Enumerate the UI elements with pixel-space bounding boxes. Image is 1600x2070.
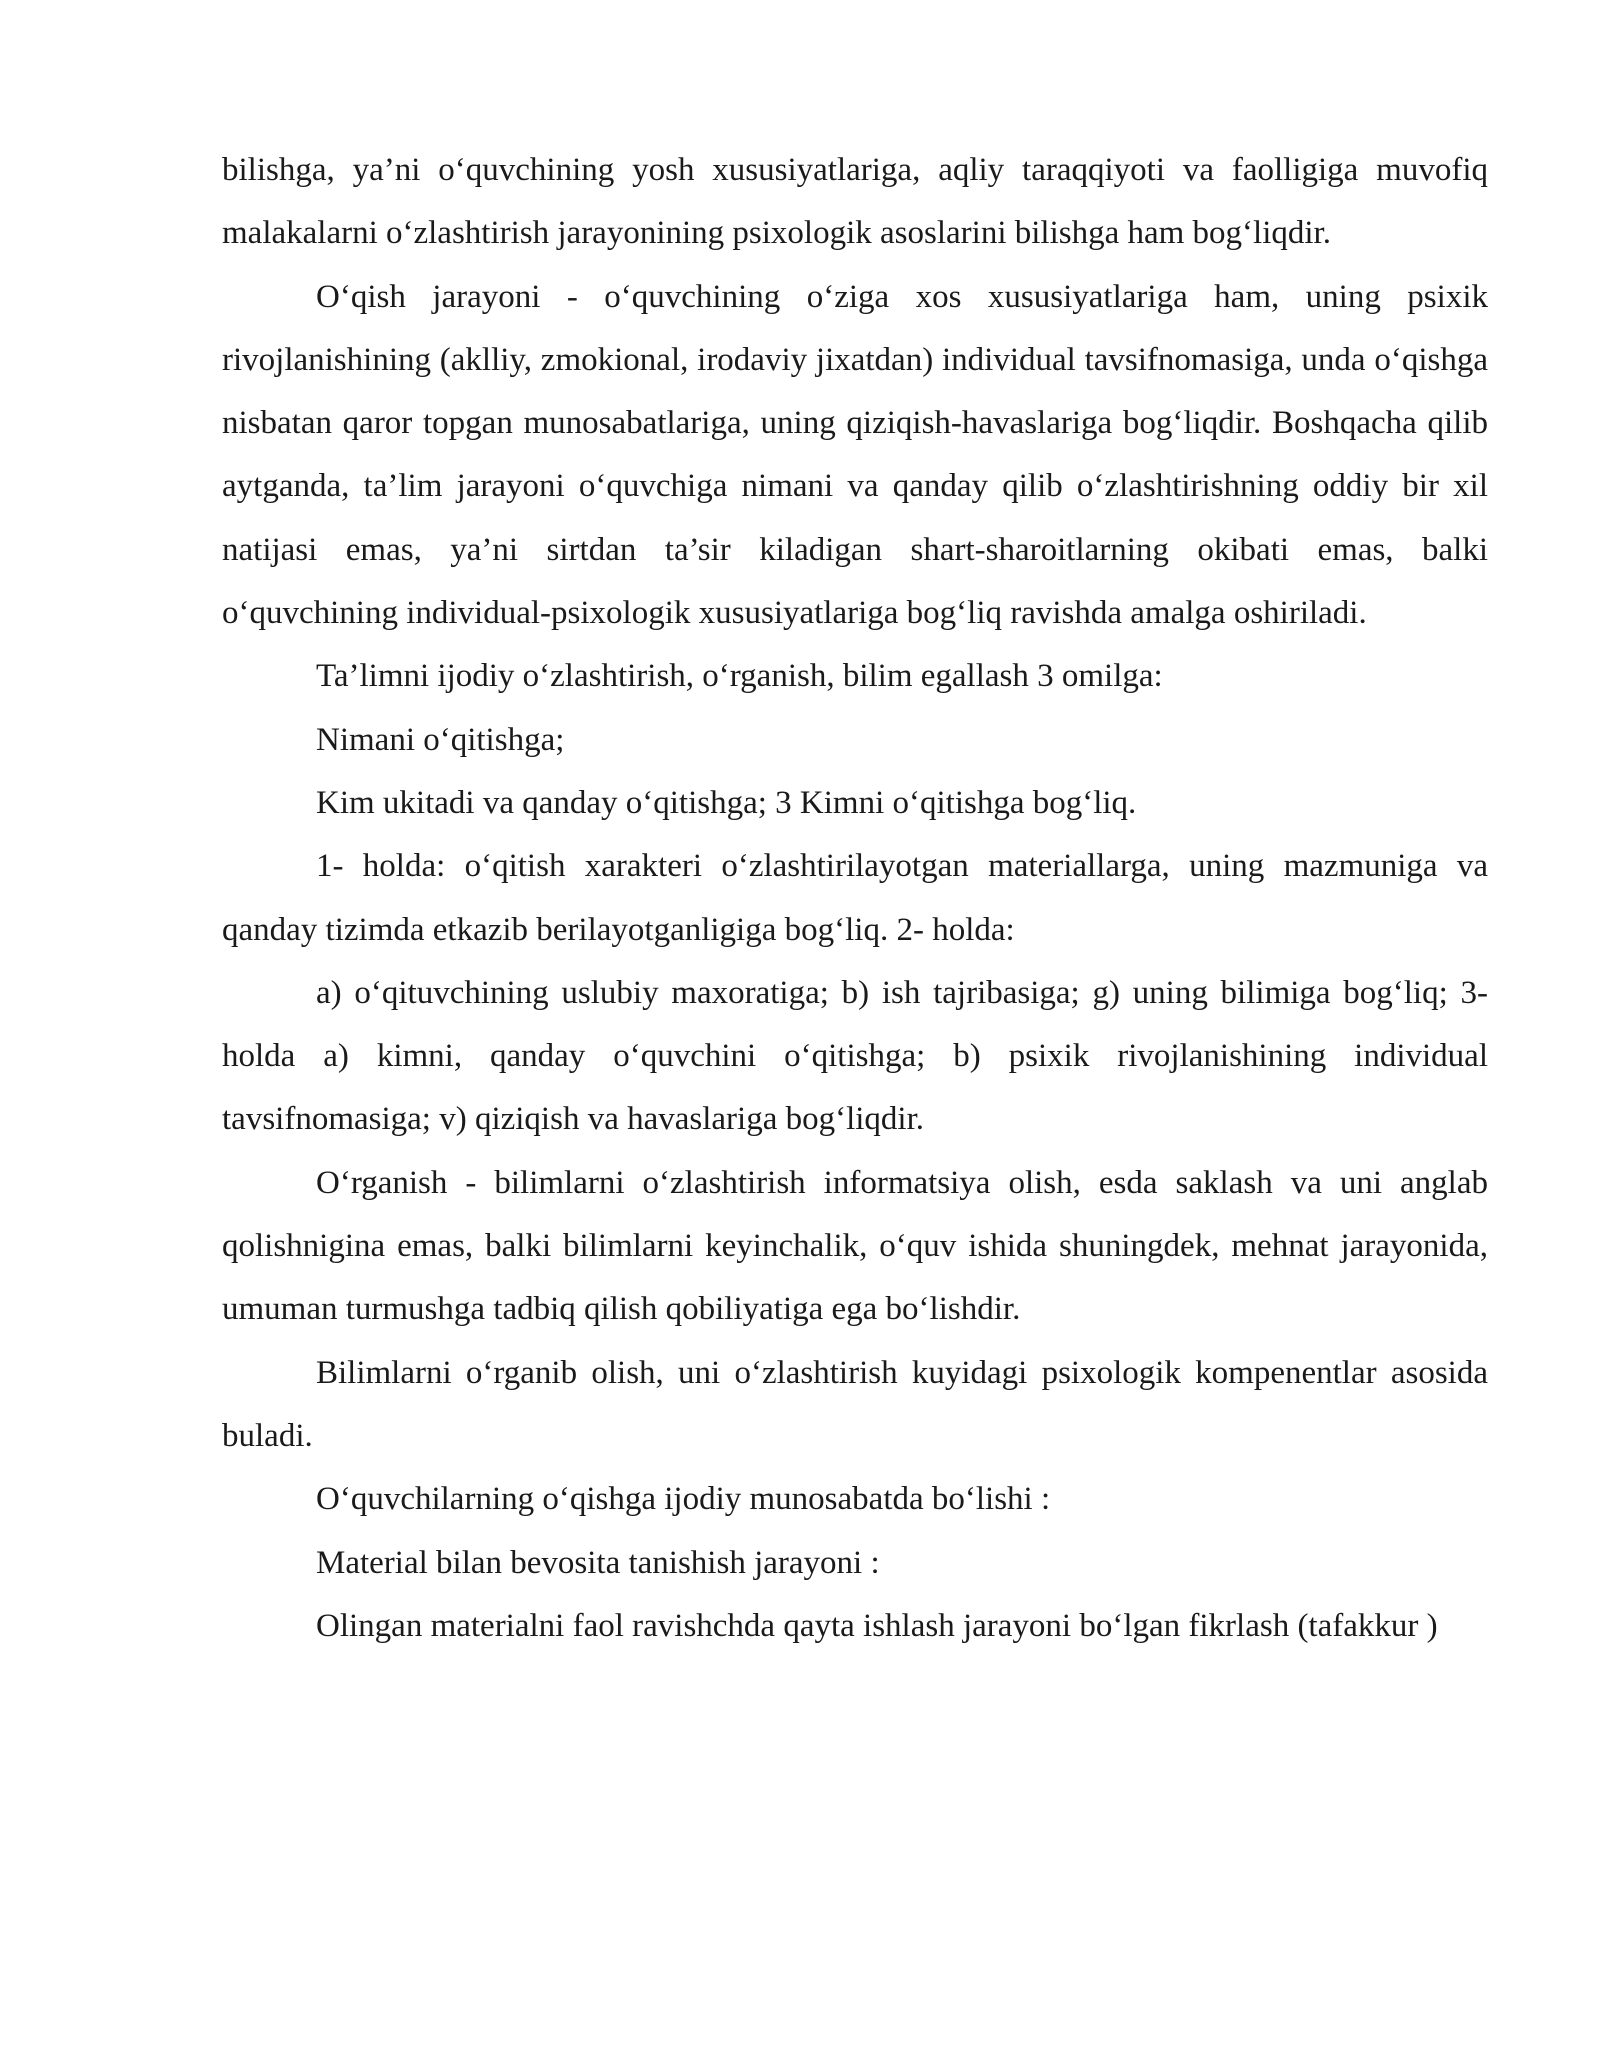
document-body [222, 139, 1488, 1658]
paragraph-components-intro: Bilimlarni o‘rganib olish, uni o‘zlashtirish kuyidagi psixologik kompenentlar asosida buladi. [222, 1354, 1488, 1454]
paragraph-learning-definition: O‘rganish - bilimlarni o‘zlashtirish informatsiya olish, esda saklash va uni anglab qolishnigina emas, balki bilimlarni keyinchalik, o‘quv ishida shuningdek, mehnat jarayonida, umuman turmushga tadbiq qilish qobiliyatiga ega bo‘lishdir. [222, 1164, 1488, 1328]
paragraph-reading-process: O‘qish jarayoni - o‘quvchining o‘ziga xos xususiyatlariga ham, uning psixik rivojlanishining (aklliy, zmokional, irodaviy jixatdan) individual tavsifnomasiga, unda o‘qishga nisbatan qaror topgan munosabatlariga, uning qiziqish-havaslariga bog‘liqdir. Boshqacha qilib aytganda, ta’lim jarayoni o‘quvchiga nimani va qanday qilib o‘zlashtirishning oddiy bir xil natijasi emas, ya’ni sirtdan ta’sir kiladigan shart-sharoitlarning okibati emas, balki o‘quvchining individual-psixologik xususiyatlariga bog‘liq ravishda amalga oshiriladi. [222, 278, 1488, 632]
paragraph-component-thinking: Olingan materialni faol ravishchda qayta ishlash jarayoni bo‘lgan fikrlash (tafakkur ) [316, 1607, 1438, 1644]
paragraph-continuation: bilishga, ya’ni o‘quvchining yosh xususiyatlariga, aqliy taraqqiyoti va faolligiga muvofiq malakalarni o‘zlashtirish jarayonining psixologik asoslarini bilishga ham bog‘liqdir. [222, 152, 1488, 252]
paragraph-case-one: 1- holda: o‘qitish xarakteri o‘zlashtirilayotgan materiallarga, uning mazmuniga va qanday tizimda etkazib berilayotganligiga bog‘liq. 2- holda: [222, 848, 1488, 948]
paragraph-component-attitude: O‘quvchilarning o‘qishga ijodiy munosabatda bo‘lishi : [316, 1481, 1051, 1518]
paragraph-three-factors: Ta’limni ijodiy o‘zlashtirish, o‘rganish, bilim egallash 3 omilga: [316, 658, 1163, 695]
paragraph-factor-what: Nimani o‘qitishga; [316, 721, 565, 758]
paragraph-case-two-three: a) o‘qituvchining uslubiy maxoratiga; b) ish tajribasiga; g) uning bilimiga bog‘liq; 3- holda a) kimni, qanday o‘quvchini o‘qitishga; b) psixik rivojlanishining individual tavsifnomasiga; v) qiziqish va havaslariga bog‘liqdir. [222, 974, 1488, 1138]
paragraph-factor-who: Kim ukitadi va qanday o‘qitishga; 3 Kimni o‘qitishga bog‘liq. [316, 784, 1137, 821]
paragraph-component-familiarization: Material bilan bevosita tanishish jarayoni : [316, 1544, 880, 1581]
